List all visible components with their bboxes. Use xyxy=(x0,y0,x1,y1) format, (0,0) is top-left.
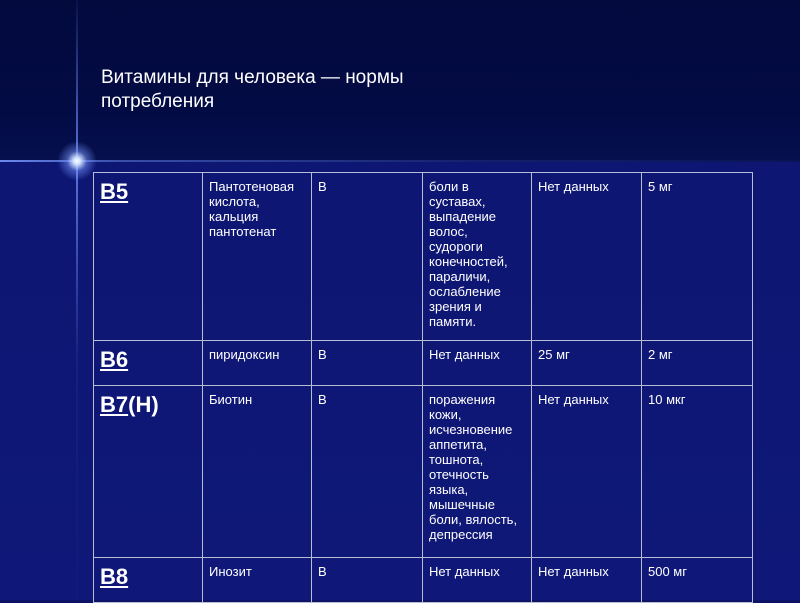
solubility-cell: В xyxy=(312,558,423,603)
vitamin-name-cell: пиридоксин xyxy=(203,341,312,386)
symptoms-cell: поражения кожи, исчезновение аппетита, тошнота, отечность языка, мышечные боли, вялость, депрессия xyxy=(423,386,532,558)
vitamin-code-cell xyxy=(94,341,203,386)
value-cell-5: 25 мг xyxy=(532,341,642,386)
value-cell-6: 2 мг xyxy=(642,341,753,386)
table-row xyxy=(94,341,753,386)
vitamin-code-link[interactable]: B7 xyxy=(100,392,129,417)
vitamin-code-link[interactable]: B6 xyxy=(100,347,129,372)
value-cell-5: Нет данных xyxy=(532,173,642,341)
value-cell-6: 10 мкг xyxy=(642,386,753,558)
vitamin-code-cell xyxy=(94,173,203,341)
horizontal-divider xyxy=(0,160,800,162)
value-cell-6: 5 мг xyxy=(642,173,753,341)
vitamin-code-cell xyxy=(94,386,203,558)
solubility-cell: В xyxy=(312,173,423,341)
vitamin-name-cell: Биотин xyxy=(203,386,312,558)
vertical-divider xyxy=(76,0,78,600)
symptoms-cell: Нет данных xyxy=(423,558,532,603)
vitamin-code-suffix: (H) xyxy=(128,392,159,417)
table-row xyxy=(94,386,753,558)
vitamin-name-cell: Пантотеновая кислота, кальция пантотенат xyxy=(203,173,312,341)
value-cell-6: 500 мг xyxy=(642,558,753,603)
vitamin-name-cell: Инозит xyxy=(203,558,312,603)
solubility-cell: В xyxy=(312,341,423,386)
vitamin-code-link[interactable]: B8 xyxy=(100,564,129,589)
vitamin-code-cell xyxy=(94,558,203,603)
symptoms-cell: Нет данных xyxy=(423,341,532,386)
solubility-cell: В xyxy=(312,386,423,558)
table-row xyxy=(94,173,753,341)
value-cell-5: Нет данных xyxy=(532,386,642,558)
vitamin-code-link[interactable]: B5 xyxy=(100,179,129,204)
vitamin-table xyxy=(93,172,753,603)
slide-title: Витамины для человека — нормы потребления xyxy=(101,67,404,112)
value-cell-5: Нет данных xyxy=(532,558,642,603)
table-row xyxy=(94,558,753,603)
symptoms-cell: боли в суставах, выпадение волос, судороги конечностей, параличи, ослабление зрения и памяти. xyxy=(423,173,532,341)
sparkle-icon xyxy=(57,141,97,181)
